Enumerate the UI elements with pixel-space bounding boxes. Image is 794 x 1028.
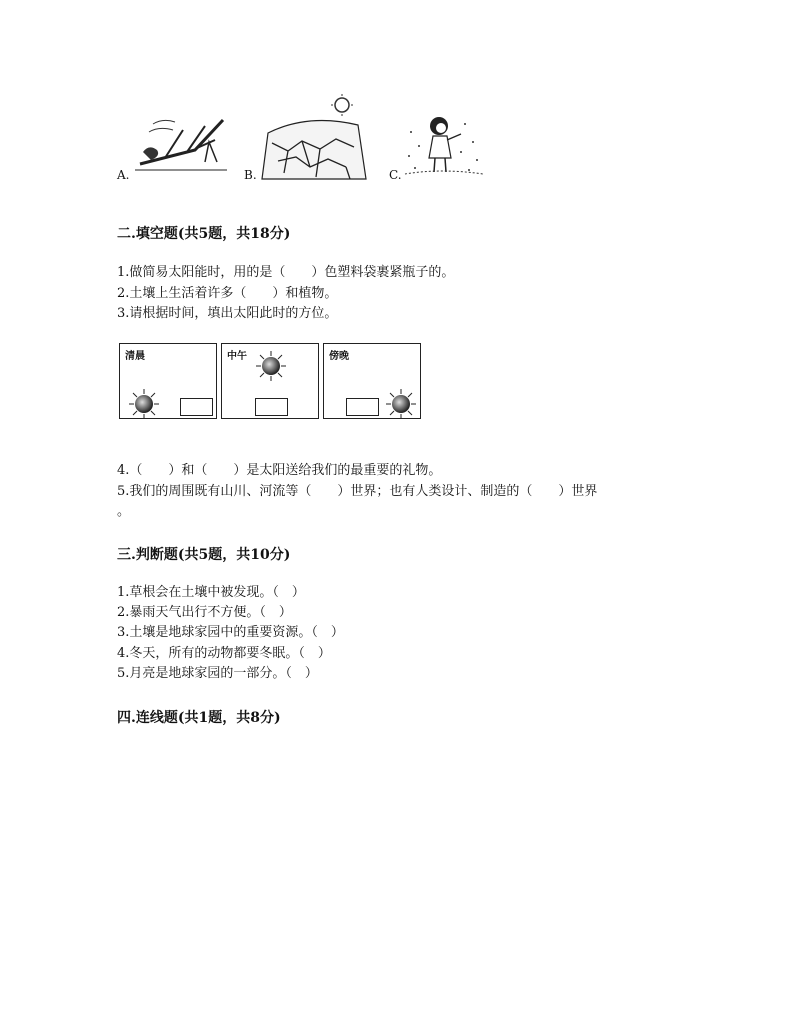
section-3-heading: 三.判断题(共5题，共10分): [117, 547, 291, 563]
cracked-dry-ground-sun-icon: [258, 93, 368, 181]
answer-box-noon[interactable]: [255, 398, 288, 416]
fill-question-5-continuation: 。: [117, 504, 131, 519]
fill-question-2: 2.土壤上生活着许多（ ）和植物。: [117, 286, 338, 301]
panel-evening-title: 傍晚: [329, 351, 349, 362]
answer-box-evening[interactable]: [346, 398, 379, 416]
panel-morning: [119, 343, 217, 419]
judge-question-2: 2.暴雨天气出行不方便。（ ）: [117, 605, 292, 620]
panel-morning-title: 清晨: [125, 351, 145, 362]
option-c-label: C.: [389, 168, 402, 182]
fallen-tree-wind-icon: [135, 112, 227, 174]
judge-question-3: 3.土壤是地球家园中的重要资源。（ ）: [117, 625, 344, 640]
judge-question-4: 4.冬天，所有的动物都要冬眠。（ ）: [117, 646, 331, 661]
sun-icon: [255, 350, 287, 382]
section-4-heading: 四.连线题(共1题，共8分): [117, 710, 281, 726]
panel-noon-title: 中午: [227, 351, 247, 362]
fill-question-5: 5.我们的周围既有山川、河流等（ ）世界；也有人类设计、制造的（ ）世界: [117, 484, 598, 499]
section-2-heading: 二.填空题(共5题，共18分): [117, 226, 291, 242]
option-b-label: B.: [244, 168, 257, 182]
fill-question-3: 3.请根据时间，填出太阳此时的方位。: [117, 306, 338, 321]
judge-question-5: 5.月亮是地球家园的一部分。（ ）: [117, 666, 318, 681]
option-a-label: A.: [117, 168, 130, 182]
answer-box-morning[interactable]: [180, 398, 213, 416]
girl-in-snow-icon: [403, 112, 485, 178]
panel-evening: [323, 343, 421, 419]
judge-question-1: 1.草根会在土壤中被发现。（ ）: [117, 585, 305, 600]
fill-question-1: 1.做简易太阳能时，用的是（ ）色塑料袋裹紧瓶子的。: [117, 265, 455, 280]
sun-icon: [128, 388, 160, 420]
fill-question-4: 4.（ ）和（ ）是太阳送给我们的最重要的礼物。: [117, 463, 442, 478]
panel-noon: [221, 343, 319, 419]
sun-icon: [385, 388, 417, 420]
